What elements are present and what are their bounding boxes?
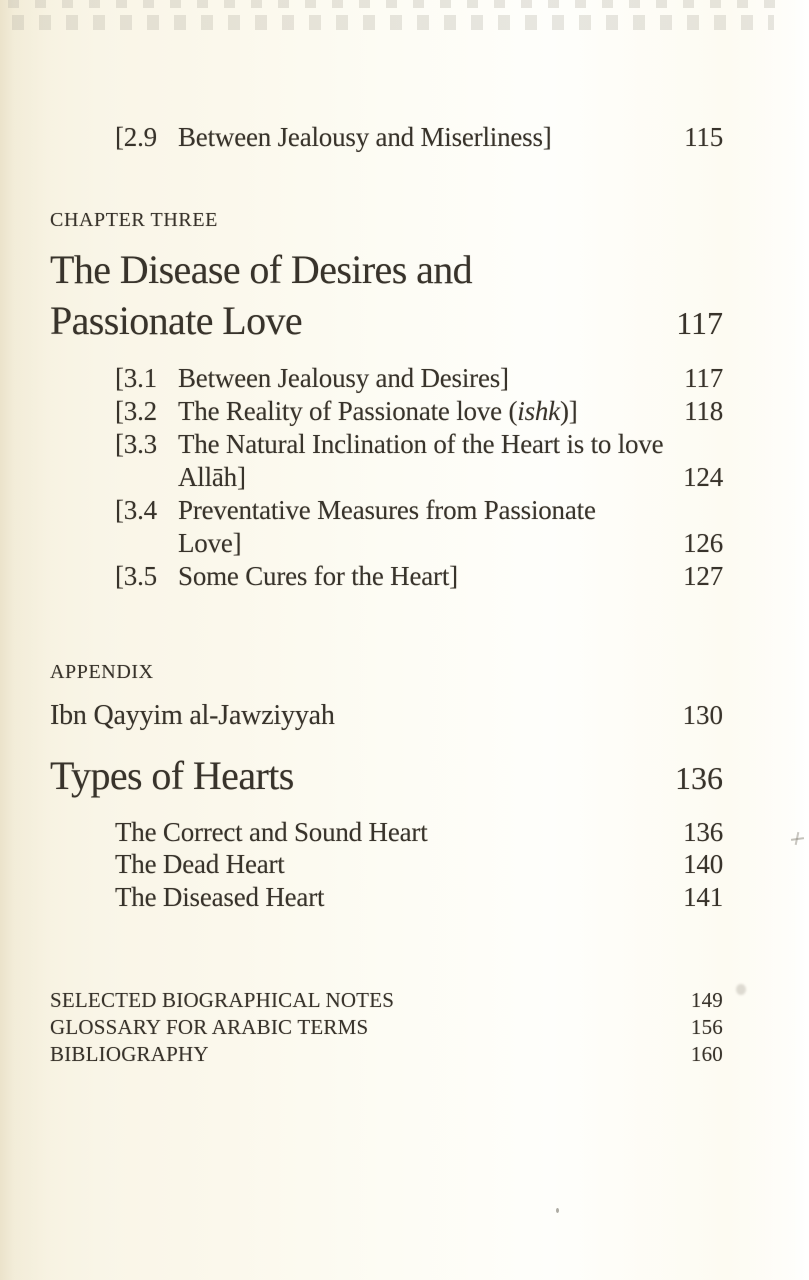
page-number: 117 bbox=[684, 363, 723, 393]
entry-title-continued: Love] bbox=[178, 528, 242, 558]
entry-title-post: )] bbox=[559, 396, 578, 426]
entry-number: [3.4 bbox=[115, 495, 157, 525]
entry-title: Some Cures for the Heart] bbox=[178, 561, 458, 591]
chapter-label-text: CHAPTER THREE bbox=[50, 209, 218, 231]
entry-title bbox=[178, 396, 684, 427]
toc-entry bbox=[115, 429, 723, 460]
toc-entry bbox=[50, 1015, 723, 1040]
entry-number: [3.1 bbox=[115, 363, 157, 393]
toc-entry bbox=[115, 363, 723, 394]
page-number: 130 bbox=[682, 700, 723, 730]
chapter-title-text1: The Disease of Desires and bbox=[50, 247, 473, 292]
entry-number: [3.3 bbox=[115, 429, 157, 459]
entry-title-continued: Allāh] bbox=[178, 462, 246, 492]
entry-title: Between Jealousy and Desires] bbox=[178, 363, 509, 393]
toc-entry bbox=[115, 849, 723, 880]
toc-entry-continuation bbox=[178, 462, 723, 493]
toc-entry bbox=[115, 122, 723, 153]
toc-entry-author bbox=[50, 700, 723, 732]
toc-entry bbox=[50, 988, 723, 1013]
scan-smudge bbox=[736, 984, 746, 995]
entry-title: The Dead Heart bbox=[115, 849, 285, 879]
chapter-title-line2 bbox=[50, 297, 723, 344]
page-number: 160 bbox=[690, 1042, 723, 1066]
page-number: 149 bbox=[690, 988, 723, 1012]
entry-title: The Diseased Heart bbox=[115, 882, 325, 912]
entry-title: BIBLIOGRAPHY bbox=[50, 1042, 209, 1066]
toc-entry bbox=[115, 817, 723, 848]
toc-entry bbox=[115, 396, 723, 427]
chapter-label bbox=[50, 209, 218, 232]
toc-entry bbox=[115, 882, 723, 913]
page-number: 115 bbox=[684, 122, 723, 152]
appendix-label-text: APPENDIX bbox=[50, 661, 154, 683]
page-number: 124 bbox=[683, 462, 723, 492]
page-number: 126 bbox=[683, 528, 723, 558]
toc-entry-continuation bbox=[178, 528, 723, 559]
page-number: 118 bbox=[684, 396, 723, 426]
scan-edge-marks-top bbox=[8, 0, 790, 8]
chapter-title-line1 bbox=[50, 246, 472, 293]
section-title: Types of Hearts bbox=[50, 753, 294, 798]
scan-speck bbox=[556, 1208, 559, 1213]
entry-title: SELECTED BIOGRAPHICAL NOTES bbox=[50, 988, 395, 1012]
entry-title: Between Jealousy and Miserliness] bbox=[178, 122, 552, 152]
page-number: 117 bbox=[676, 305, 723, 341]
entry-title: The Correct and Sound Heart bbox=[115, 817, 428, 847]
toc-entry bbox=[50, 1042, 723, 1067]
chapter-title-text2: Passionate Love bbox=[50, 298, 303, 343]
page-number: 127 bbox=[683, 561, 723, 591]
entry-number: [3.5 bbox=[115, 561, 157, 591]
page-number: 156 bbox=[690, 1015, 723, 1039]
entry-title: Ibn Qayyim al-Jawziyyah bbox=[50, 700, 335, 731]
entry-number: [3.2 bbox=[115, 396, 157, 426]
entry-title: The Natural Inclination of the Heart is to love bbox=[178, 429, 664, 459]
page-number: 136 bbox=[683, 817, 723, 847]
scan-artifact-mark bbox=[791, 831, 804, 846]
page-number: 136 bbox=[675, 760, 723, 796]
toc-entry bbox=[115, 561, 723, 592]
page-number: 141 bbox=[683, 882, 723, 912]
entry-title-pre: The Reality of Passionate love ( bbox=[178, 396, 518, 426]
entry-title-italic-term: ishk bbox=[517, 396, 560, 426]
scan-edge-marks-row2 bbox=[12, 15, 774, 30]
toc-entry bbox=[115, 495, 723, 526]
section-heading bbox=[50, 752, 723, 799]
entry-number: [2.9 bbox=[115, 122, 157, 152]
entry-title: GLOSSARY FOR ARABIC TERMS bbox=[50, 1015, 369, 1039]
page-number: 140 bbox=[683, 849, 723, 879]
entry-title: Preventative Measures from Passionate bbox=[178, 495, 596, 525]
appendix-label bbox=[50, 661, 154, 684]
